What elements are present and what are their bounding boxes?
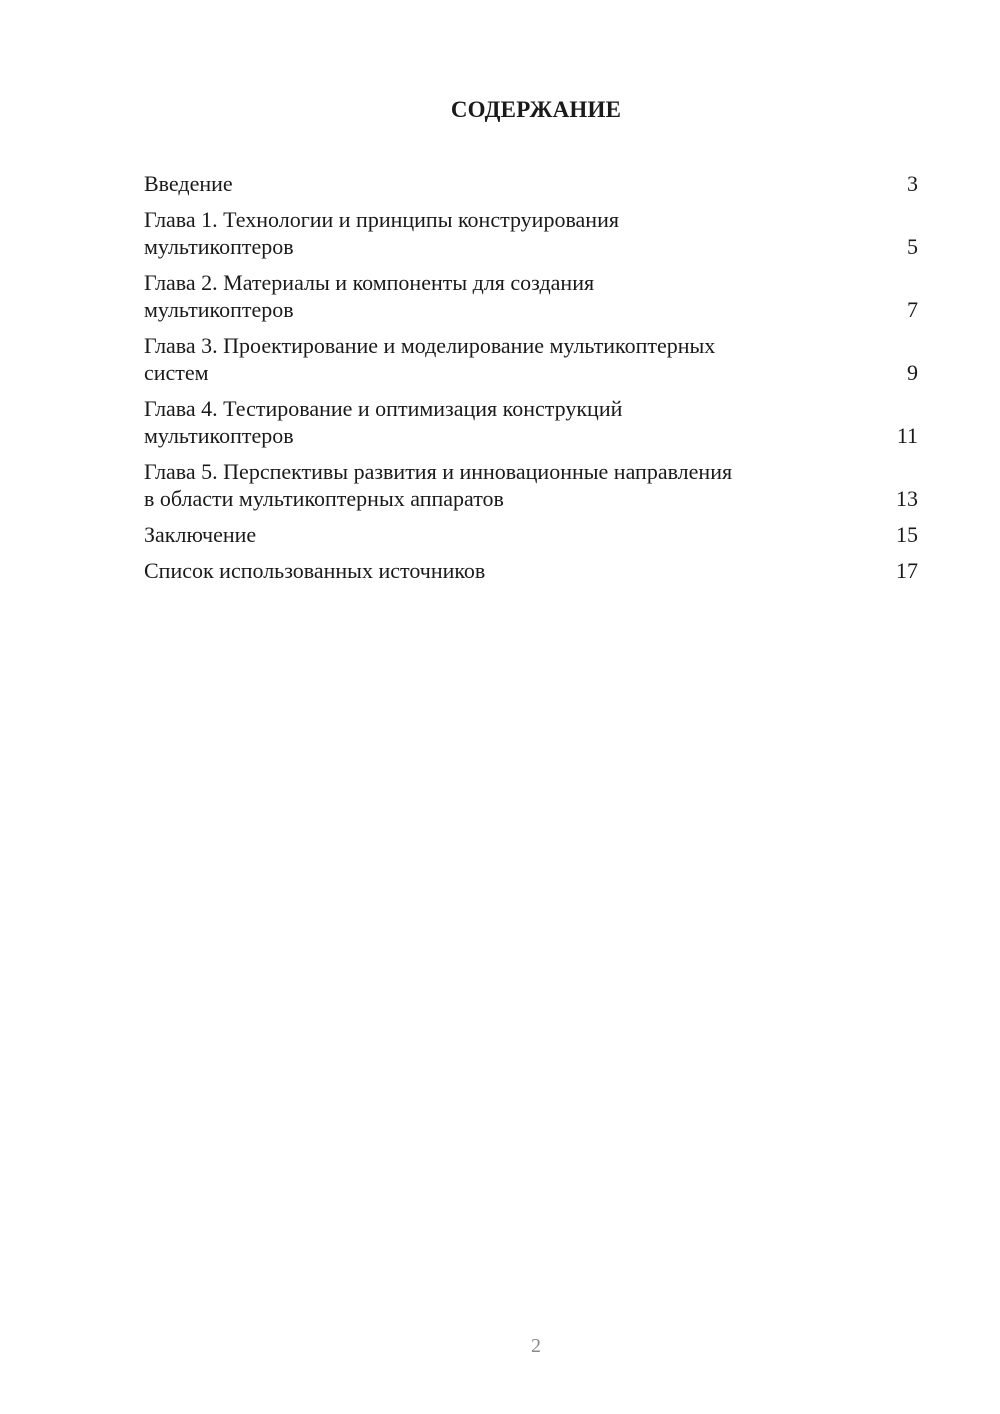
toc-entry-text <box>144 395 888 449</box>
toc-entry-page: 13 <box>896 486 918 511</box>
toc-entry-page: 3 <box>907 171 918 196</box>
toc-entry-line: мультикоптеров <box>144 423 294 448</box>
toc-entry-chapter-3 <box>144 332 918 386</box>
toc-entry-text <box>144 521 888 548</box>
toc-entry-introduction <box>144 170 918 197</box>
toc-entry-chapter-1 <box>144 206 918 260</box>
toc-entry-line: Глава 1. Технологии и принципы конструирования <box>144 207 619 232</box>
toc-entry-chapter-4 <box>144 395 918 449</box>
toc-entry-line: мультикоптеров <box>144 297 294 322</box>
toc-entry-text <box>144 557 888 584</box>
toc-entry-page: 9 <box>907 360 918 385</box>
toc-list <box>144 170 918 593</box>
toc-entry-page: 17 <box>896 558 918 583</box>
toc-entry-line: Глава 3. Проектирование и моделирование мультикоптерных <box>144 333 716 358</box>
toc-entry-line: мультикоптеров <box>144 234 294 259</box>
toc-entry-text <box>144 458 888 512</box>
toc-entry-references <box>144 557 918 584</box>
page-number: 2 <box>531 1335 541 1357</box>
toc-entry-chapter-2 <box>144 269 918 323</box>
toc-entry-line: Глава 4. Тестирование и оптимизация конструкций <box>144 396 623 421</box>
toc-entry-line: Заключение <box>144 522 257 547</box>
toc-entry-line: Введение <box>144 171 233 196</box>
toc-entry-text <box>144 170 888 197</box>
toc-entry-conclusion <box>144 521 918 548</box>
toc-entry-page: 7 <box>907 297 918 322</box>
toc-entry-page: 11 <box>896 423 918 448</box>
toc-entry-text <box>144 269 888 323</box>
toc-entry-line: систем <box>144 360 209 385</box>
toc-title: СОДЕРЖАНИЕ <box>450 97 622 122</box>
toc-entry-line: Глава 2. Материалы и компоненты для создания <box>144 270 595 295</box>
toc-entry-page: 15 <box>896 522 918 547</box>
toc-entry-text <box>144 332 888 386</box>
toc-entry-line: Глава 5. Перспективы развития и инновационные направления <box>144 459 733 484</box>
toc-entry-line: Список использованных источников <box>144 558 486 583</box>
toc-entry-page: 5 <box>907 234 918 259</box>
toc-entry-line: в области мультикоптерных аппаратов <box>144 486 504 511</box>
toc-entry-chapter-5 <box>144 458 918 512</box>
toc-entry-text <box>144 206 888 260</box>
